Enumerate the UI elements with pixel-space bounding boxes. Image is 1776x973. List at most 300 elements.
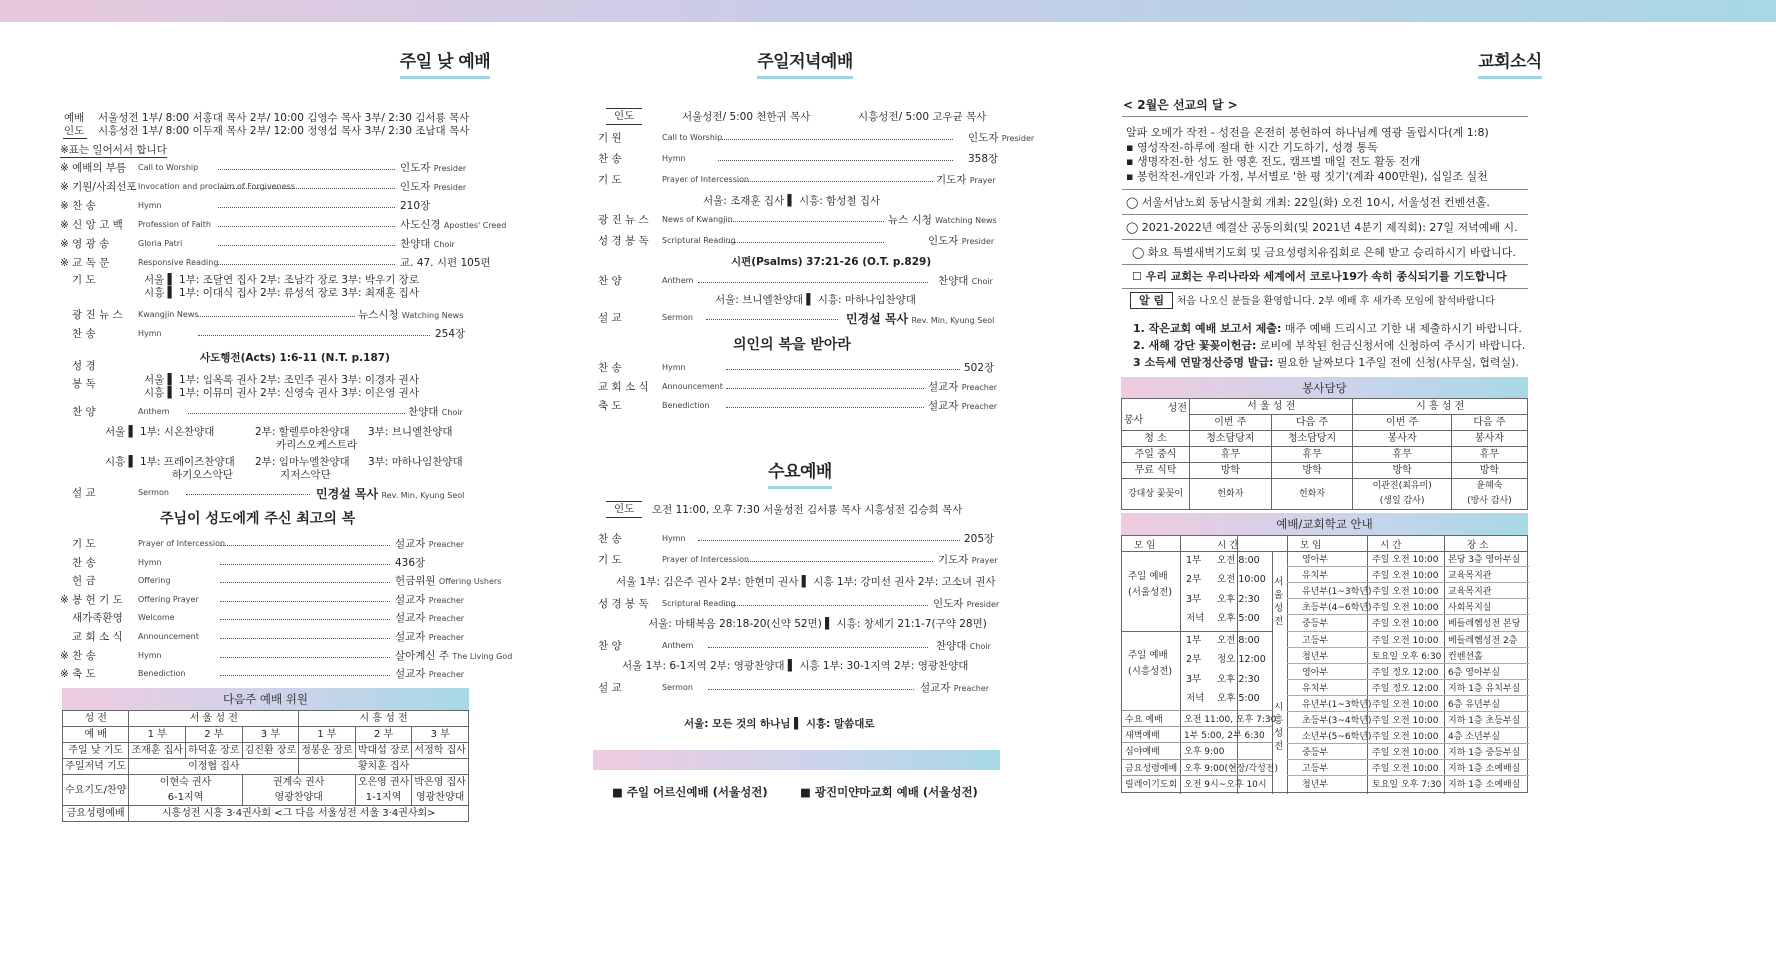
schedule-heading: 장 소 [1467,540,1489,551]
order-item-english: Benediction [662,401,710,410]
seoul-vertical-label: 서울성전 [1274,577,1284,627]
order-item-value: 설교자 [395,668,426,681]
order-item-label: 광 진 뉴 스 [72,309,123,321]
order-item-value-english: Choir [441,408,463,417]
order-item-english: Anthem [662,276,694,285]
service-time: 오전 8:00 [1217,635,1260,646]
order-item-right [928,398,997,413]
serve-corner: 성전 봉사 [1122,399,1190,431]
order-item-value-english: Preacher [428,670,465,680]
order-item-label: 기 도 [72,538,96,550]
order-item-right [920,680,989,695]
order-item-value: 502장 [964,362,995,374]
class-time: 주일 오전 10:00 [1372,635,1439,646]
lead-seoul: 서울성전/ 5:00 천한귀 목사 [682,111,811,123]
order-item-value-english: Offering Ushers [438,577,502,587]
divider [1122,214,1528,215]
order-item-english: Hymn [138,557,162,567]
class-name: 소년부(5~6학년) [1302,732,1372,743]
divider [1287,614,1529,615]
class-place: 사회목지실 [1448,603,1492,614]
order-row [598,531,998,549]
order-row [60,592,470,610]
dotted-leader [218,188,395,189]
order-item-label: ※ 교 독 문 [60,257,110,269]
dotted-leader [220,675,390,676]
service-part: 저녁 [1186,613,1205,625]
order-item-label: 찬 송 [72,328,96,340]
dotted-leader [218,226,395,227]
dotted-leader [708,647,928,648]
group-label: 주일 예배 [1128,571,1168,582]
order-item-right [395,555,425,570]
cell: 서정학 집사 [412,743,469,759]
choir-siheung-1b: 하기오스악단 [172,469,233,481]
service-part: 1부 [1186,635,1202,646]
order-row [60,179,470,197]
order-item-english: Call to Worship [662,133,723,142]
order-item-value-english: Preacher [428,540,465,549]
sermon-title: 주님이 성도에게 주신 최고의 복 [160,511,356,527]
order-row [598,398,998,416]
cell: 박대섭 장로 [355,743,412,759]
prayer-names: 서울: 조재훈 집사 ▌ 시흥: 함성철 집사 [703,195,881,207]
choir-seoul-3: 3부: 브니엘찬양대 [368,426,453,438]
order-item-value: 뉴스 시청 [888,214,932,226]
th: 성 전 [63,711,129,727]
order-item-value-english: Preacher [961,383,998,392]
order-item-value-english: Choir [433,240,455,249]
order-item-label: ※ 찬 송 [60,200,96,212]
dotted-leader [738,181,933,182]
class-name: 영아부 [1302,555,1329,565]
divider [1287,647,1529,648]
choir-seoul-2: 2부: 할렐루야찬양대 [255,426,350,438]
th: 시 흥 성 전 [1353,399,1528,415]
cell: 조재훈 집사 [129,743,186,759]
order-item-label: 성 경 봉 독 [598,598,649,610]
order-item-right [400,179,466,194]
cell: 헌화자 [1271,479,1353,510]
wed-sermon-titles: 서울: 모든 것의 하나님 ▌ 시흥: 말씀대로 [684,718,875,730]
dotted-leader [726,369,960,370]
divider [1122,239,1528,240]
prayer-siheung: 시흥 ▌ 1부: 이대식 집사 2부: 류성석 장로 3부: 최재훈 집사 [144,287,419,299]
order-item-english: News of Kwangjin [662,215,733,224]
cell: 휴무 [1353,447,1451,463]
order-item-value-english: Choir [971,277,993,286]
service-label: 심야예배 [1125,747,1160,758]
divider [1287,759,1529,760]
wed-anthem-names: 서울 1부: 6-1지역 2부: 영광찬양대 ▌ 시흥 1부: 30-1지역 2부: 영광찬양대 [622,660,969,672]
cell: 이현숙 권사 6-1지역 [129,775,242,806]
order-item-right [395,592,464,607]
service-part: 3부 [1186,593,1202,605]
order-item-english: Hymn [662,154,686,163]
divider [1122,189,1528,190]
service-time: 오후 9:00 [1184,747,1225,758]
order-item-value: 뉴스시청 [358,309,399,321]
service-time: 오전 11:00, 오후 7:30 [1184,715,1277,725]
cell: 휴무 [1271,447,1353,463]
order-item-value-english: Watching News [935,216,997,225]
class-name: 초등부(3~4학년) [1302,716,1372,726]
service-part: 2부 [1186,654,1202,666]
order-item-value: 인도자 [933,598,964,610]
order-item-label: 광 진 뉴 스 [598,214,649,226]
divider [1287,775,1529,776]
bottom-note-2: ■ 광진미얀마교회 예배 (서울성전) [800,785,978,799]
order-item-english: Hymn [138,650,162,660]
order-item-value: 인도자 [968,132,999,144]
dotted-leader [220,601,390,602]
class-name: 청년부 [1302,651,1329,662]
order-item-value: 설교자 [395,612,426,625]
order-item-value: 인도자 [400,181,431,193]
cell: 휴무 [1190,447,1272,463]
order-item-english: Offering Prayer [138,594,199,604]
order-row [60,666,470,684]
order-item-right [964,531,994,546]
intro-text: 서울성전 1부/ 8:00 서홍대 목사 2부/ 10:00 김영수 목사 3부/ 2:30 김서룡 목사 시흥성전 1부/ 8:00 이두재 목사 2부/ 12:00 정영섭 목사 3부/ 2:30 조남대 목사 [98,112,470,137]
header-gradient-bar [0,0,1776,22]
order-item-right [395,666,464,681]
title-sunday-evening: 주일저녁예배 [740,47,870,79]
middle-gradient-bar [593,750,1000,770]
dotted-leader [218,264,395,265]
class-place: 4층 소년부실 [1448,732,1501,743]
service-time: 오후 5:00 [1217,613,1260,625]
cell: 시흥성전 시흥 3·4권사회 <그 다음 서울성전 서울 3·4권사회> [129,806,469,822]
title-church-news: 교회소식 [1455,47,1565,79]
notice-3: ◯ 화요 특별새벽기도회 및 금요성령치유집회로 은혜 받고 승리하시기 바랍니다. [1132,246,1516,259]
service-part: 3부 [1186,673,1202,685]
th: 예 배 [63,727,129,743]
class-name: 영아부 [1302,667,1329,678]
order-item-right [395,648,512,663]
dotted-leader [218,207,395,208]
order-item-label: 찬 송 [598,362,622,374]
order-row [60,536,470,554]
announcement-list: 1. 작은교회 예배 보고서 제출: 매주 예배 드리시고 기한 내 제출하시기 바랍니다. 2. 새해 강단 꽃꽂이헌금: 로비에 부착된 헌금신청서에 신청하여 주시기 바랍니다. 3 소득세 연말정산증명 발급: 필요한 날짜보다 1주일 전에 신청(사무실, 협력실). [1133,322,1526,369]
order-row [60,198,470,216]
order-row [598,680,998,698]
th: 시 흥 성 전 [299,711,469,727]
dotted-leader [698,282,928,283]
divider [1287,711,1529,712]
schedule-table [1121,535,1528,793]
order-item-english: Prayer of Intercession [662,555,750,564]
th: 서 울 성 전 [129,711,299,727]
class-time: 주일 오전 10:00 [1372,603,1439,614]
th: 2 부 [186,727,243,743]
class-place: 지하 1층 소예배실 [1448,780,1521,791]
dotted-leader [218,169,395,170]
th: 1 부 [129,727,186,743]
th: 2 부 [355,727,412,743]
dotted-leader [220,545,390,546]
order-item-right [400,217,506,232]
cell: 수요기도/찬양 [63,775,129,806]
order-item-english: Profession of Faith [138,220,211,229]
order-item-right [408,404,463,419]
order-item-value: 교. 47. 시편 105편 [400,257,491,269]
order-item-right [395,629,464,644]
class-name: 유년부(1~3학년) [1302,587,1372,598]
order-item-english: Welcome [138,613,175,623]
order-item-right [938,552,998,567]
order-item-value: 찬양대 [936,640,967,652]
order-item-value-english: Prayer [971,556,998,565]
lead-siheung: 시흥성전/ 5:00 고우균 목사 [858,111,987,123]
divider [1122,264,1528,265]
class-time: 주일 오전 10:00 [1372,699,1439,710]
dotted-leader [186,494,310,495]
order-row [60,307,470,325]
order-item-label: 찬 양 [72,406,96,418]
class-place: 지하 1층 소예배실 [1448,764,1521,775]
order-item-value: 기도자 [936,174,967,186]
dotted-leader [708,689,914,690]
reading-seoul: 서울 ▌ 1부: 임옥록 권사 2부: 조민주 권사 3부: 이경자 권사 [144,374,419,386]
class-name: 유년부(1~3학년) [1302,699,1372,710]
cell: 청소담당지 [1190,431,1272,447]
order-item-label: 기 도 [598,174,622,186]
order-item-value-english: Presider [1001,134,1035,143]
order-item-value: 설교자 [928,400,959,412]
order-item-value-english: Preacher [953,684,990,693]
class-place: 6층 유년부실 [1448,699,1501,710]
order-row [60,610,470,628]
vline [1444,536,1445,794]
order-item-english: Sermon [662,313,693,322]
schedule-heading: 모 임 [1300,540,1322,551]
dotted-leader [220,619,390,620]
order-item-right [964,360,994,375]
order-item-label: ※ 축 도 [60,668,96,681]
order-row [598,172,998,190]
th: 다음 주 [1451,415,1527,431]
divider [1287,598,1529,599]
order-item-value-english: Choir [969,642,991,651]
order-row [60,326,470,344]
class-time: 토요일 오후 6:30 [1372,651,1442,662]
order-item-right [938,273,993,288]
order-item-value-english: Watching News [401,311,464,320]
serve-table [1121,398,1528,510]
service-time: 정오 12:00 [1217,654,1266,666]
class-time: 주일 오전 10:00 [1372,571,1439,582]
vline [1367,536,1368,794]
order-item-right [400,255,491,270]
dotted-leader [698,540,960,541]
cell: 봉사자 [1451,431,1527,447]
order-item-english: Announcement [662,382,723,391]
divider [1122,742,1272,743]
dotted-leader [726,407,924,408]
order-item-label: ※ 기원/사죄선포 [60,181,137,193]
scripture-reference: 사도행전(Acts) 1:6-11 (N.T. p.187) [200,352,390,364]
order-item-value-english: Presider [966,600,1000,609]
order-item-value: 254장 [435,328,466,340]
order-item-right [395,536,464,551]
class-place: 교육목지관 [1448,587,1492,598]
th: 3 부 [412,727,469,743]
cell: 하덕훈 장로 [186,743,243,759]
order-item-label: 찬 송 [598,153,622,165]
month-theme: < 2월은 선교의 달 > [1123,98,1238,112]
order-item-right [968,130,1034,145]
order-item-label: 새가족환영 [72,612,123,625]
order-item-value: 210장 [400,200,431,212]
title-sunday-service: 주일 낮 예배 [380,47,510,79]
divider [1122,116,1528,117]
order-item-english: Sermon [138,488,169,497]
class-place: 컨벤션홀 [1448,651,1483,662]
divider [1287,727,1529,728]
service-time: 오후 2:30 [1217,673,1260,685]
next-week-header: 다음주 예배 위원 [62,688,469,710]
order-item-label: ※ 예배의 부름 [60,162,127,174]
order-item-right [846,310,994,327]
cell: 무료 식탁 [1122,463,1190,479]
class-place: 지하 1층 유치부실 [1448,683,1521,694]
group-sub: (시흥성전) [1128,666,1173,677]
order-row [598,360,998,378]
order-row [60,648,513,666]
alm-row: 알 림 처음 나오신 분들을 환영합니다. 2부 예배 후 새가족 모임에 참석바랍니다 [1130,292,1495,309]
dotted-leader [718,160,953,161]
order-row [598,151,998,169]
order-item-right [968,151,998,166]
schedule-heading: 모 임 [1134,540,1156,551]
class-time: 주일 오전 10:00 [1372,764,1439,775]
order-item-right [400,236,455,251]
class-time: 주일 정오 12:00 [1372,683,1439,694]
order-item-english: Kwangjin News [138,310,199,319]
class-place: 베들레헴성전 본당 [1448,619,1521,630]
order-item-english: Benediction [138,669,186,679]
class-name: 유치부 [1302,571,1329,582]
order-item-right [936,172,996,187]
cell: 권계숙 권사 영광찬양대 [242,775,355,806]
class-time: 주일 오전 10:00 [1372,748,1439,759]
order-item-english: Hymn [138,329,162,338]
order-item-value: 민경설 목사 [316,487,379,501]
order-item-value: 358장 [968,153,999,165]
order-item-label: 기 원 [598,132,622,144]
bottom-note-1: ■ 주일 어르신예배 (서울성전) [612,785,768,799]
cell: 청소담당지 [1271,431,1353,447]
choir-siheung-2: 2부: 임마누엘찬양대 [255,456,350,468]
stand-note: ※표는 일어서서 합니다 [60,144,167,156]
order-row [60,555,470,573]
dotted-leader [220,638,390,639]
order-item-right [358,307,463,322]
scripture-label: 성 경 [72,360,96,372]
service-time: 오전 9시~오후 10시 [1184,779,1267,790]
prayer-label: 기 도 [72,274,96,286]
class-name: 청년부 [1302,780,1329,791]
order-item-value-english: Preacher [428,614,465,624]
order-item-label: ※ 찬 송 [60,649,96,662]
cell: 주일저녁 기도 [63,759,129,775]
class-time: 주일 오전 10:00 [1372,716,1439,726]
order-item-value-english: Preacher [428,595,465,605]
choir-siheung-2b: 지저스악단 [280,469,331,481]
order-item-english: Prayer of Intercession [138,539,226,548]
order-item-english: Hymn [138,201,162,210]
dotted-leader [726,605,928,606]
cell: 방학 [1353,463,1451,479]
vline [1272,551,1273,794]
service-label: 수요 예배 [1125,715,1163,725]
th: 3 부 [242,727,299,743]
order-row [60,485,470,503]
order-item-label: 성 경 봉 독 [598,235,649,247]
class-time: 주일 정오 12:00 [1372,667,1439,678]
divider [1122,288,1528,289]
notice-2: ◯ 2021-2022년 예결산 공동의회(및 2021년 4분기 제직회): 27일 저녁예배 시. [1126,221,1518,234]
order-row [598,273,998,291]
service-time: 오전 8:00 [1217,555,1260,566]
cell: 김진환 장로 [242,743,299,759]
order-item-value: 인도자 [928,235,959,247]
order-item-label: 설 교 [598,312,622,324]
order-row [598,638,998,656]
dotted-leader [220,657,390,658]
service-label: 릴레이기도회 [1125,779,1178,790]
order-item-value: 찬양대 [408,406,439,418]
anthem-names: 서울: 브니엘찬양대 ▌ 시흥: 마하나임찬양대 [715,294,916,306]
order-item-value: 기도자 [938,554,969,566]
order-item-english: Anthem [662,641,694,650]
cell: 주일 낮 기도 [63,743,129,759]
divider [1287,582,1529,583]
class-name: 초등부(4~6학년) [1302,603,1372,614]
notice-1: ◯ 서울서남노회 동남시찰회 개최: 22일(화) 오전 10시, 서울성전 컨벤션홀. [1126,196,1490,209]
vline [1180,536,1181,794]
order-item-value: 찬양대 [938,275,969,287]
service-time: 오전 10:00 [1217,574,1266,586]
order-item-english: Anthem [138,407,170,416]
dotted-leader [718,139,953,140]
order-item-value-english: The Living God [452,651,513,661]
vline [1287,536,1288,794]
order-row [598,552,998,570]
order-row [598,596,998,614]
order-item-right [933,596,999,611]
divider [1287,566,1529,567]
group-label: 주일 예배 [1128,650,1168,661]
th: 서 울 성 전 [1190,399,1353,415]
next-week-table [62,710,469,822]
cell: 윤혜숙 (방사 감사) [1451,479,1527,510]
dotted-leader [728,242,884,243]
dotted-leader [218,245,395,246]
order-item-english: Offering [138,576,171,586]
order-item-right [936,638,991,653]
class-place: 본당 3층 영아부실 [1448,555,1521,565]
order-item-label: 설 교 [598,682,622,694]
order-item-value: 찬양대 [400,238,431,250]
order-row [60,404,470,422]
order-item-value: 436장 [395,556,426,569]
class-time: 주일 오전 10:00 [1372,587,1439,598]
service-time: 오후 2:30 [1217,593,1260,605]
dotted-leader [188,413,405,414]
order-item-value-english: Presider [961,237,995,246]
